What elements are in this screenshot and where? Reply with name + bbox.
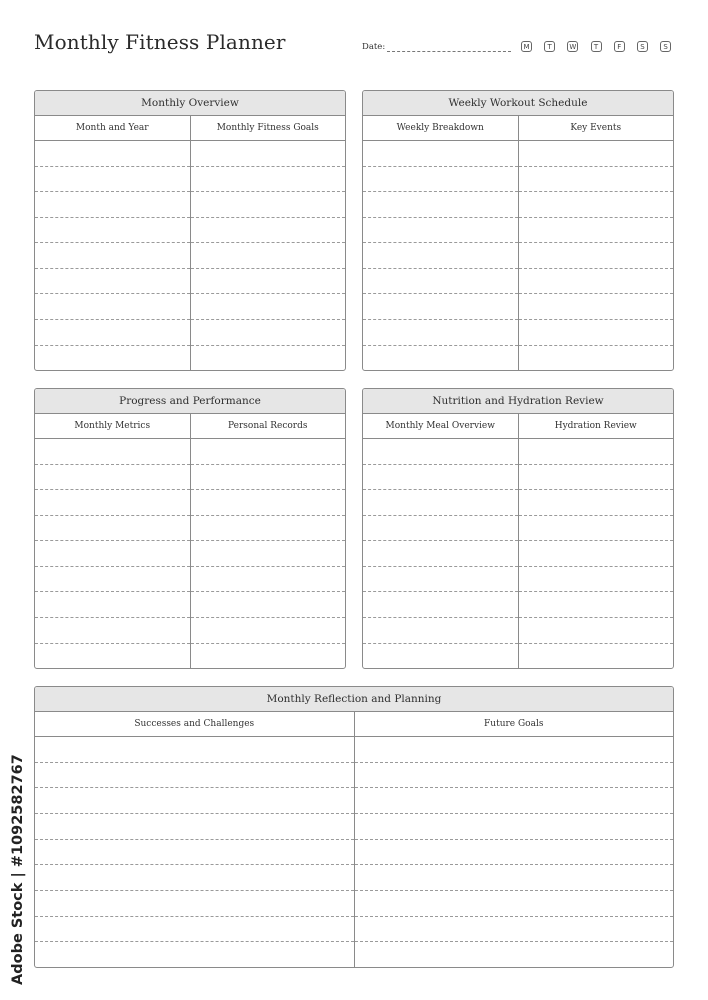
page-title: Monthly Fitness Planner xyxy=(34,30,286,54)
writing-line[interactable] xyxy=(35,865,354,891)
column-header: Future Goals xyxy=(355,712,674,737)
section-title: Monthly Reflection and Planning xyxy=(35,687,673,712)
writing-line[interactable] xyxy=(35,942,354,967)
writing-line[interactable] xyxy=(363,567,518,593)
column-header: Hydration Review xyxy=(519,414,674,439)
writing-line[interactable] xyxy=(35,788,354,814)
writing-line[interactable] xyxy=(519,465,674,491)
reflection-section xyxy=(34,686,674,968)
writing-line[interactable] xyxy=(191,320,346,346)
writing-line[interactable] xyxy=(191,439,346,465)
section-title: Nutrition and Hydration Review xyxy=(363,389,673,414)
date-field[interactable] xyxy=(362,42,511,52)
writing-lines[interactable] xyxy=(363,141,518,370)
workout-column-left xyxy=(363,116,518,370)
writing-line[interactable] xyxy=(191,644,346,669)
writing-line[interactable] xyxy=(519,320,674,346)
section-title: Monthly Overview xyxy=(35,91,345,116)
writing-line[interactable] xyxy=(363,243,518,269)
writing-line[interactable] xyxy=(519,192,674,218)
nutrition-column-left xyxy=(363,414,518,668)
writing-line[interactable] xyxy=(363,294,518,320)
writing-line[interactable] xyxy=(191,269,346,295)
writing-line[interactable] xyxy=(35,618,190,644)
writing-line[interactable] xyxy=(35,294,190,320)
weekday-selector xyxy=(521,41,683,52)
writing-line[interactable] xyxy=(35,320,190,346)
reflection-column-right xyxy=(354,712,674,967)
writing-line[interactable] xyxy=(191,465,346,491)
writing-lines[interactable] xyxy=(363,439,518,668)
column-header: Monthly Meal Overview xyxy=(363,414,518,439)
day-tuesday[interactable]: T xyxy=(544,41,555,52)
writing-line[interactable] xyxy=(191,218,346,244)
writing-line[interactable] xyxy=(519,490,674,516)
writing-line[interactable] xyxy=(35,167,190,193)
writing-line[interactable] xyxy=(35,243,190,269)
column-header: Personal Records xyxy=(191,414,346,439)
writing-lines[interactable] xyxy=(35,737,354,967)
date-label: Date: xyxy=(362,42,386,52)
writing-line[interactable] xyxy=(191,192,346,218)
writing-line[interactable] xyxy=(363,516,518,542)
writing-line[interactable] xyxy=(35,644,190,669)
workout-column-right xyxy=(518,116,674,370)
writing-line[interactable] xyxy=(191,243,346,269)
writing-line[interactable] xyxy=(363,141,518,167)
writing-line[interactable] xyxy=(519,592,674,618)
writing-lines[interactable] xyxy=(519,141,674,370)
overview-column-left xyxy=(35,116,190,370)
writing-line[interactable] xyxy=(519,167,674,193)
writing-line[interactable] xyxy=(363,592,518,618)
day-sunday[interactable]: S xyxy=(660,41,671,52)
progress-section xyxy=(34,388,346,669)
stock-watermark: Adobe Stock | #1092582767 xyxy=(10,754,26,986)
writing-line[interactable] xyxy=(191,567,346,593)
writing-line[interactable] xyxy=(35,840,354,866)
writing-line[interactable] xyxy=(519,541,674,567)
writing-line[interactable] xyxy=(355,814,674,840)
writing-line[interactable] xyxy=(191,167,346,193)
writing-line[interactable] xyxy=(35,516,190,542)
writing-line[interactable] xyxy=(191,541,346,567)
writing-line[interactable] xyxy=(519,243,674,269)
column-header: Successes and Challenges xyxy=(35,712,354,737)
writing-line[interactable] xyxy=(191,516,346,542)
writing-line[interactable] xyxy=(355,865,674,891)
writing-lines[interactable] xyxy=(191,439,346,668)
writing-line[interactable] xyxy=(191,490,346,516)
writing-lines[interactable] xyxy=(191,141,346,370)
writing-lines[interactable] xyxy=(35,141,190,370)
weekly-workout-section xyxy=(362,90,674,371)
writing-line[interactable] xyxy=(35,439,190,465)
writing-line[interactable] xyxy=(35,567,190,593)
date-line[interactable] xyxy=(387,42,511,52)
writing-line[interactable] xyxy=(355,942,674,967)
writing-line[interactable] xyxy=(191,346,346,371)
writing-line[interactable] xyxy=(35,814,354,840)
writing-line[interactable] xyxy=(363,192,518,218)
column-header: Weekly Breakdown xyxy=(363,116,518,141)
writing-line[interactable] xyxy=(35,465,190,491)
section-title: Progress and Performance xyxy=(35,389,345,414)
column-header: Key Events xyxy=(519,116,674,141)
progress-column-right xyxy=(190,414,346,668)
day-thursday[interactable]: T xyxy=(591,41,602,52)
writing-line[interactable] xyxy=(363,490,518,516)
reflection-column-left xyxy=(35,712,354,967)
nutrition-column-right xyxy=(518,414,674,668)
writing-line[interactable] xyxy=(519,644,674,669)
writing-line[interactable] xyxy=(363,167,518,193)
writing-line[interactable] xyxy=(35,141,190,167)
writing-line[interactable] xyxy=(35,592,190,618)
writing-line[interactable] xyxy=(519,439,674,465)
writing-line[interactable] xyxy=(355,891,674,917)
writing-line[interactable] xyxy=(519,218,674,244)
writing-lines[interactable] xyxy=(35,439,190,668)
overview-column-right xyxy=(190,116,346,370)
writing-line[interactable] xyxy=(363,218,518,244)
writing-line[interactable] xyxy=(363,541,518,567)
writing-line[interactable] xyxy=(519,346,674,371)
writing-line[interactable] xyxy=(191,294,346,320)
writing-line[interactable] xyxy=(35,891,354,917)
column-header: Month and Year xyxy=(35,116,190,141)
writing-line[interactable] xyxy=(519,618,674,644)
writing-line[interactable] xyxy=(363,644,518,669)
writing-lines[interactable] xyxy=(355,737,674,967)
writing-line[interactable] xyxy=(363,439,518,465)
writing-line[interactable] xyxy=(519,141,674,167)
writing-line[interactable] xyxy=(355,917,674,943)
writing-line[interactable] xyxy=(35,541,190,567)
writing-line[interactable] xyxy=(35,192,190,218)
writing-line[interactable] xyxy=(191,618,346,644)
writing-line[interactable] xyxy=(35,346,190,371)
writing-line[interactable] xyxy=(35,218,190,244)
writing-line[interactable] xyxy=(355,788,674,814)
writing-line[interactable] xyxy=(191,141,346,167)
writing-lines[interactable] xyxy=(519,439,674,668)
writing-line[interactable] xyxy=(363,269,518,295)
writing-line[interactable] xyxy=(191,592,346,618)
writing-line[interactable] xyxy=(363,320,518,346)
writing-line[interactable] xyxy=(355,737,674,763)
writing-line[interactable] xyxy=(35,763,354,789)
section-title: Weekly Workout Schedule xyxy=(363,91,673,116)
column-header: Monthly Metrics xyxy=(35,414,190,439)
day-wednesday[interactable]: W xyxy=(567,41,578,52)
writing-line[interactable] xyxy=(519,516,674,542)
writing-line[interactable] xyxy=(519,294,674,320)
writing-line[interactable] xyxy=(355,840,674,866)
writing-line[interactable] xyxy=(363,346,518,371)
writing-line[interactable] xyxy=(519,567,674,593)
column-header: Monthly Fitness Goals xyxy=(191,116,346,141)
writing-line[interactable] xyxy=(35,917,354,943)
writing-line[interactable] xyxy=(519,269,674,295)
monthly-overview-section xyxy=(34,90,346,371)
writing-line[interactable] xyxy=(355,763,674,789)
nutrition-section xyxy=(362,388,674,669)
writing-line[interactable] xyxy=(363,618,518,644)
day-monday[interactable]: M xyxy=(521,41,532,52)
writing-line[interactable] xyxy=(363,465,518,491)
day-saturday[interactable]: S xyxy=(637,41,648,52)
progress-column-left xyxy=(35,414,190,668)
writing-line[interactable] xyxy=(35,269,190,295)
writing-line[interactable] xyxy=(35,737,354,763)
day-friday[interactable]: F xyxy=(614,41,625,52)
writing-line[interactable] xyxy=(35,490,190,516)
